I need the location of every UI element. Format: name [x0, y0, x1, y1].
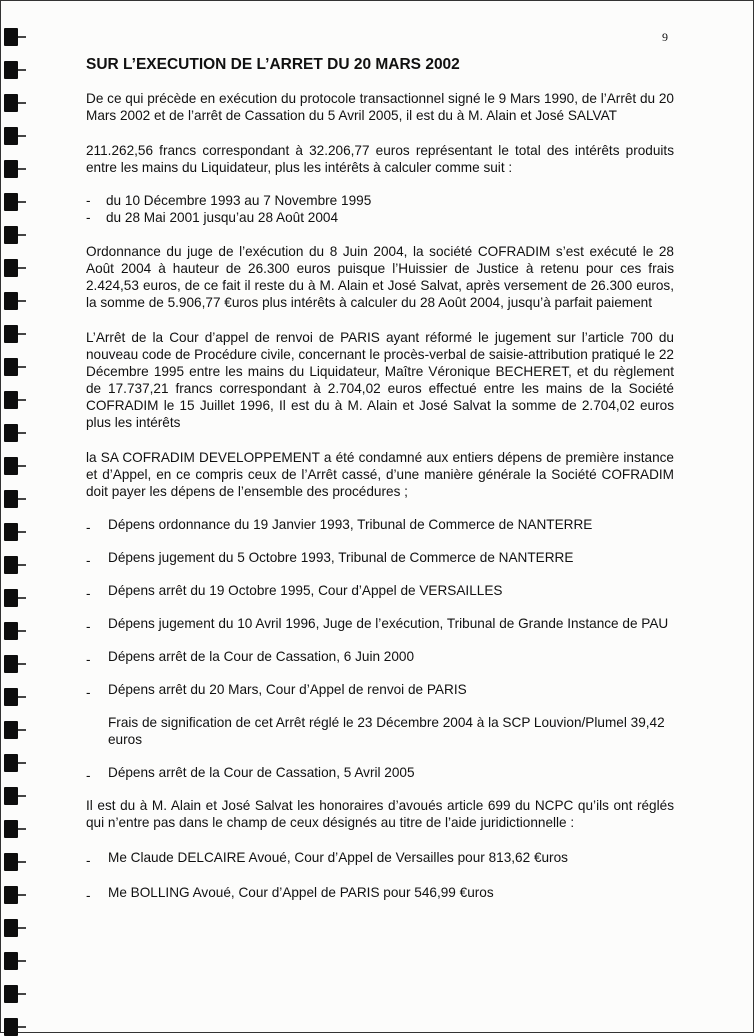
binding-wire [18, 564, 26, 566]
list-item: - Dépens jugement du 10 Avril 1996, Juge de l’exécution, Tribunal de Grande Instance de PAU [86, 615, 674, 632]
binding-hole [4, 985, 18, 1003]
binding-wire [18, 465, 26, 467]
binding-hole [4, 853, 18, 871]
frais-note: Frais de signification de cet Arrêt réglé le 23 Décembre 2004 à la SCP Louvion/Plumel 39,42 euros [108, 715, 665, 747]
intro-paragraph: De ce qui précède en exécution du protocole transactionnel signé le 9 Mars 1990, de l’Arrêt du 20 Mars 2002 et de l’arrêt de Cassation du 5 Avril 2005, il est du à M. Alain et José SALVAT [86, 91, 674, 123]
binding-wire [18, 300, 26, 302]
binding-wire [18, 729, 26, 731]
interest-periods-list [86, 192, 674, 226]
binding-wire [18, 333, 26, 335]
list-item: - Me Claude DELCAIRE Avoué, Cour d’Appel de Versailles pour 813,62 €uros [86, 849, 674, 866]
binding-wire [18, 861, 26, 863]
ordonnance-paragraph: Ordonnance du juge de l’exécution du 8 Juin 2004, la société COFRADIM s’est exécuté le 28 Août 2004 à hauteur de 26.300 euros puisque l’Huissier de Justice à retenu pour ces frais 2.424,53 euros, de ce fait il reste du à M. Alain et José Salvat, après versement de 26.300 euros, la somme de 5.906,77 €uros plus intérêts à calculer du 28 Août 2004, jusqu’à parfait paiement [86, 244, 674, 310]
list-item: - Me BOLLING Avoué, Cour d’Appel de PARIS pour 546,99 €uros [86, 884, 674, 901]
binding-wire [18, 696, 26, 698]
binding-hole [4, 919, 18, 937]
list-item: - Dépens arrêt du 19 Octobre 1995, Cour d’Appel de VERSAILLES [86, 582, 674, 599]
binding-wire [18, 927, 26, 929]
binding-wire [18, 36, 26, 38]
binding-wire [18, 267, 26, 269]
binding-hole [4, 259, 18, 277]
binding-hole [4, 523, 18, 541]
binding-hole [4, 1018, 18, 1036]
binding-wire [18, 168, 26, 170]
list-item: - du 28 Mai 2001 jusqu’au 28 Août 2004 [86, 209, 674, 226]
depens-list [86, 516, 674, 698]
binding-hole [4, 886, 18, 904]
binding-wire [18, 663, 26, 665]
binding-hole [4, 28, 18, 46]
binding-hole [4, 325, 18, 343]
binding-hole [4, 820, 18, 838]
avoues-list [86, 849, 674, 901]
section-title: SUR L’EXECUTION DE L’ARRET DU 20 MARS 2002 [86, 56, 460, 73]
binding-hole [4, 622, 18, 640]
binding-hole [4, 94, 18, 112]
list-item: - du 10 Décembre 1993 au 7 Novembre 1995 [86, 192, 674, 209]
amount-paragraph: 211.262,56 francs correspondant à 32.206,77 euros représentant le total des intérêts produits entre les mains du Liquidateur, plus les intérêts à calculer comme suit : [86, 143, 674, 175]
binding-wire [18, 828, 26, 830]
binding-hole [4, 391, 18, 409]
binding-wire [18, 399, 26, 401]
binding-wire [18, 894, 26, 896]
spiral-binding [0, 0, 28, 1033]
binding-hole [4, 226, 18, 244]
document-body [86, 56, 674, 901]
binding-hole [4, 721, 18, 739]
binding-hole [4, 127, 18, 145]
binding-wire [18, 1026, 26, 1028]
cour-appel-paragraph: L’Arrêt de la Cour d’appel de renvoi de PARIS ayant réformé le jugement sur l’article 700 du nouveau code de Procédure civile, concernant le procès-verbal de saisie-attribution pratiqué le 22 Décembre 1995 entre les mains du Liquidateur, Maître Véronique BECHERET, et du règlement de 17.737,21 francs correspondant à 2.704,02 euros effectué entre les mains de la Société COFRADIM le 15 Juillet 1996, Il est du à M. Alain et José Salvat la somme de 2.704,02 euros plus les intérêts [86, 330, 674, 430]
list-item: - Dépens jugement du 5 Octobre 1993, Tribunal de Commerce de NANTERRE [86, 549, 674, 566]
binding-wire [18, 234, 26, 236]
page-number: 9 [662, 30, 668, 44]
binding-hole [4, 556, 18, 574]
binding-hole [4, 490, 18, 508]
binding-hole [4, 787, 18, 805]
binding-hole [4, 688, 18, 706]
list-item: - Dépens arrêt de la Cour de Cassation, 5 Avril 2005 [86, 764, 674, 781]
binding-wire [18, 498, 26, 500]
binding-hole [4, 952, 18, 970]
binding-hole [4, 457, 18, 475]
binding-wire [18, 201, 26, 203]
binding-wire [18, 630, 26, 632]
list-item: - Dépens ordonnance du 19 Janvier 1993, Tribunal de Commerce de NANTERRE [86, 516, 674, 533]
binding-hole [4, 61, 18, 79]
binding-hole [4, 754, 18, 772]
honoraires-paragraph: Il est du à M. Alain et José Salvat les honoraires d’avoués article 699 du NCPC qu’ils ont réglés qui n’entre pas dans le champ de ceux désignés au titre de l’aide juridictionnelle : [86, 798, 674, 830]
binding-hole [4, 655, 18, 673]
binding-wire [18, 102, 26, 104]
binding-wire [18, 960, 26, 962]
binding-wire [18, 531, 26, 533]
binding-hole [4, 589, 18, 607]
depens-intro-paragraph: la SA COFRADIM DEVELOPPEMENT a été condamné aux entiers dépens de première instance et d’Appel, en ce compris ceux de l’Arrêt cassé, d’une manière générale la Société COFRADIM doit payer les dépens de l’ensemble des procédures ; [86, 450, 674, 499]
binding-wire [18, 135, 26, 137]
binding-hole [4, 193, 18, 211]
binding-wire [18, 69, 26, 71]
binding-hole [4, 160, 18, 178]
binding-hole [4, 424, 18, 442]
binding-hole [4, 358, 18, 376]
depens-list-last [86, 764, 674, 781]
binding-wire [18, 597, 26, 599]
binding-wire [18, 993, 26, 995]
list-item: - Dépens arrêt du 20 Mars, Cour d’Appel de renvoi de PARIS [86, 681, 674, 698]
binding-wire [18, 795, 26, 797]
binding-wire [18, 432, 26, 434]
binding-wire [18, 762, 26, 764]
binding-hole [4, 292, 18, 310]
binding-wire [18, 366, 26, 368]
list-item: - Dépens arrêt de la Cour de Cassation, 6 Juin 2000 [86, 648, 674, 665]
